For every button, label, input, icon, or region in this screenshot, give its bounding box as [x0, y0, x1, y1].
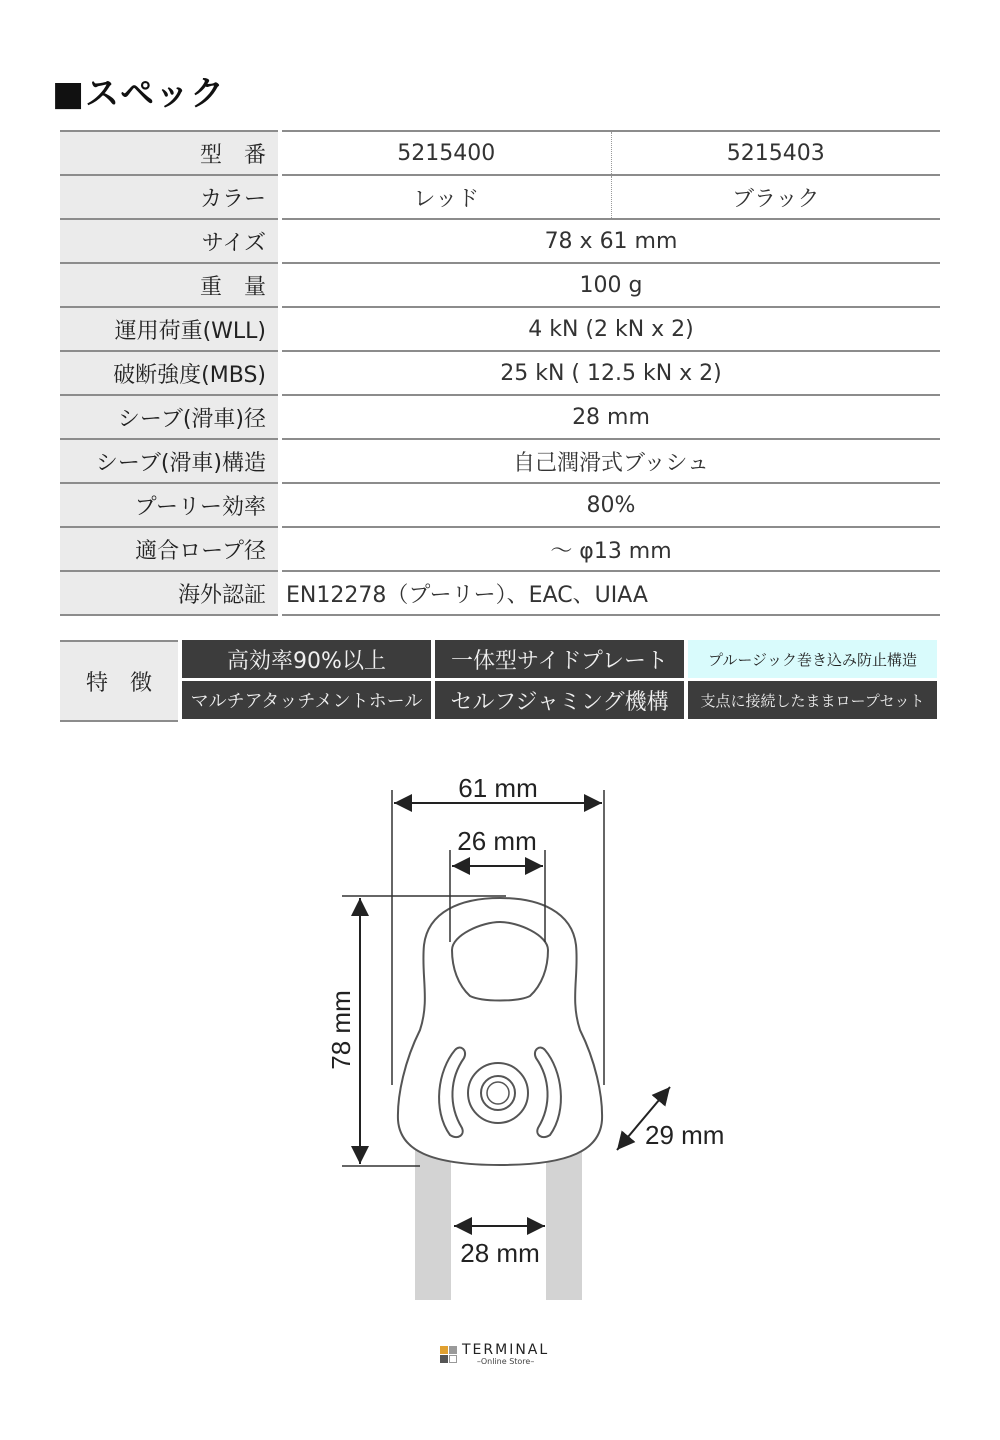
logo-name: TERMINAL — [462, 1342, 550, 1358]
table-row — [60, 263, 940, 307]
rope-right — [546, 1150, 582, 1300]
row-label: 破断強度(MBS) — [60, 351, 278, 395]
dim-width-label: 61 mm — [458, 773, 538, 803]
table-row — [60, 175, 940, 219]
sheave-core — [487, 1082, 509, 1104]
feature-item: 一体型サイドプレート — [435, 640, 684, 678]
row-label: プーリー効率 — [60, 483, 278, 527]
table-row — [60, 351, 940, 395]
dim-hole-label: 26 mm — [457, 826, 537, 856]
feature-item: 支点に接続したままロープセット — [688, 681, 937, 719]
row-label: カラー — [60, 175, 278, 219]
logo-sub: –Online Store– — [476, 1357, 535, 1366]
table-row — [60, 219, 940, 263]
table-row — [60, 395, 940, 439]
row-value: 100 g — [282, 263, 940, 307]
certification-value: EN12278（プーリー）、EAC、UIAA — [282, 571, 940, 615]
table-row — [60, 131, 940, 175]
features-table — [60, 640, 940, 722]
row-value: 28 mm — [282, 395, 940, 439]
model-number-red: 5215400 — [282, 131, 611, 175]
row-value: 78 x 61 mm — [282, 219, 940, 263]
table-row — [60, 483, 940, 527]
row-label: サイズ — [60, 219, 278, 263]
color-black: ブラック — [611, 175, 940, 219]
row-label: シーブ(滑車)径 — [60, 395, 278, 439]
row-label: 運用荷重(WLL) — [60, 307, 278, 351]
model-number-black: 5215403 — [611, 131, 940, 175]
row-value: 4 kN (2 kN x 2) — [282, 307, 940, 351]
spec-table — [60, 130, 940, 616]
dim-sheave-label: 28 mm — [460, 1238, 540, 1268]
feature-item: セルフジャミング機構 — [435, 681, 684, 719]
page-title: ■スペック — [52, 74, 226, 114]
attachment-hole — [452, 922, 548, 1001]
row-value: 25 kN ( 12.5 kN x 2) — [282, 351, 940, 395]
dim-depth-label: 29 mm — [645, 1120, 725, 1150]
dim-height-label: 78 mm — [326, 990, 356, 1070]
row-value: 80% — [282, 483, 940, 527]
logo-mark-icon — [440, 1346, 458, 1364]
row-value: 自己潤滑式ブッシュ — [282, 439, 940, 483]
feature-item: 高効率90%以上 — [182, 640, 431, 678]
row-label: 型 番 — [60, 131, 278, 175]
row-label: シーブ(滑車)構造 — [60, 439, 278, 483]
table-row — [60, 527, 940, 571]
rope-left — [415, 1150, 451, 1300]
color-red: レッド — [282, 175, 611, 219]
row-value: ～ φ13 mm — [282, 527, 940, 571]
pulley-dimension-diagram — [300, 760, 760, 1310]
brand-logo — [440, 1343, 549, 1366]
row-label: 重 量 — [60, 263, 278, 307]
table-row — [60, 439, 940, 483]
feature-item: マルチアタッチメントホール — [182, 681, 431, 719]
row-label: 海外認証 — [60, 571, 278, 615]
row-label: 適合ロープ径 — [60, 527, 278, 571]
table-row — [60, 571, 940, 615]
table-row — [60, 307, 940, 351]
feature-item-highlight: プルージック巻き込み防止構造 — [688, 640, 937, 678]
features-label: 特 徴 — [60, 640, 178, 722]
